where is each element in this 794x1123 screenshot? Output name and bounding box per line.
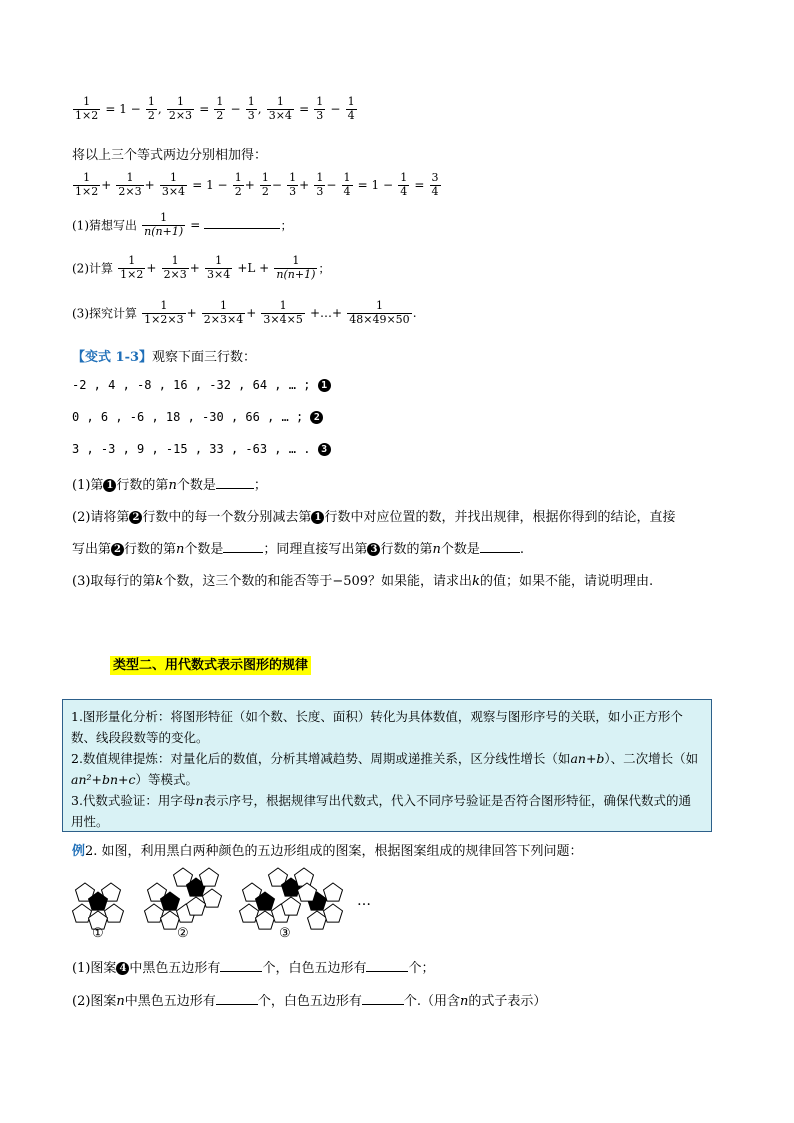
number-row-2: 0 , 6 , -6 , 18 , -30 , 66 , … ; 2 xyxy=(72,410,323,424)
answer-blank[interactable] xyxy=(216,488,254,489)
variant-question-2-line-1: (2)请将第 2 行数中的每一个数分别减去第 1 行数中对应位置的数，并找出规律，根据你得到的结论，直接 xyxy=(72,510,676,525)
variant-tag: 【变式 1-3】 xyxy=(72,350,153,365)
answer-blank[interactable] xyxy=(204,228,280,229)
section-title: 类型二、用代数式表示图形的规律 xyxy=(110,654,311,673)
fraction: $\frac{1}{2}$ xyxy=(216,95,224,122)
intro-equations: $\frac{1}{1\times 2}$ = 1 − $\frac{1}{2}$ , $\frac{1}{2\times 3}$ = $\frac{1}{2}$ − $\frac{1}{3}$ , $\frac{1}{3\times 4}$ = $\frac{1}{3}$ − $\frac{1}{4}$ xyxy=(75,95,355,122)
figure-3 xyxy=(240,868,343,929)
fraction: $\frac{1}{4}$ xyxy=(347,95,355,122)
white-pentagon xyxy=(308,911,327,929)
number-row-1: -2 , 4 , -8 , 16 , -32 , 64 , … ; 1 xyxy=(72,378,331,392)
question-2: (2)计算 $\frac{1}{1\times 2}$ + $\frac{1}{2\times 3}$ + $\frac{1}{3\times 4}$ +L + $\frac{1}{n(n+1)}$ ； xyxy=(72,254,331,281)
ellipsis: … xyxy=(357,893,371,909)
circled-number-1: 1 xyxy=(318,379,331,392)
variant-question-1: (1)第 1 行数的第n个数是 ； xyxy=(72,478,267,493)
white-pentagon xyxy=(295,868,314,886)
tips-box xyxy=(62,699,712,832)
answer-blank[interactable] xyxy=(216,1004,258,1005)
circled-number-3: 3 xyxy=(318,443,331,456)
fraction: $\frac{1}{2}$ xyxy=(147,95,155,122)
answer-blank[interactable] xyxy=(362,1004,404,1005)
example-question-2: (2)图案n中黑色五边形有 个，白色五边形有 个.（用含n的式子表示） xyxy=(72,994,547,1009)
variant-question-3: (3)取每行的第k个数，这三个数的和能否等于−509？如果能，请求出k的值；如果不能，请说明理由. xyxy=(72,574,654,589)
circled-number-2: 2 xyxy=(310,411,323,424)
white-pentagon xyxy=(324,883,343,901)
variant-heading: 【变式 1-3】观察下面三行数： xyxy=(72,350,257,365)
fraction: $\frac{1}{3}$ xyxy=(316,95,324,122)
tip-2: 2.数值规律提炼：对量化后的数值，分析其增减趋势、周期或递推关系，区分线性增长（如an+b）、二次增长（如an²+bn+c）等模式。 xyxy=(71,751,699,787)
fraction: $\frac{1}{3}$ xyxy=(247,95,255,122)
question-3: (3)探究计算 $\frac{1}{1\times 2\times 3}$ + $\frac{1}{2\times 3\times 4}$ + $\frac{1}{3\times 4\times 5}$ +…+ $\frac{1}{48\times 49\times 50}$ . xyxy=(72,299,417,326)
fraction: $\frac{1}{2\times 3}$ xyxy=(168,95,193,122)
white-pentagon xyxy=(256,911,275,929)
white-pentagon xyxy=(282,897,301,915)
question-1: (1)猜想写出 $\frac{1}{n(n+1)}$ = ； xyxy=(72,211,293,238)
figure-label-3: ③ xyxy=(279,926,291,941)
pentagon-figures xyxy=(68,866,388,946)
number-row-3: 3 , -3 , 9 , -15 , 33 , -63 , … . 3 xyxy=(72,442,331,456)
figure-1 xyxy=(73,883,124,929)
white-pentagon xyxy=(200,868,219,886)
white-pentagon xyxy=(187,897,206,915)
answer-blank[interactable] xyxy=(366,971,408,972)
add-statement: 将以上三个等式两边分别相加得： xyxy=(72,148,268,163)
fraction: $\frac{1}{1\times 2}$ xyxy=(75,95,99,122)
example-heading: 例2. 如图，利用黑白两种颜色的五边形组成的图案，根据图案组成的规律回答下列问题： xyxy=(72,844,583,859)
tip-3: 3.代数式验证：用字母n表示序号，根据规律写出代数式，代入不同序号验证是否符合图形特征，确保代数式的通用性。 xyxy=(71,793,692,829)
sum-equation: $\frac{1}{1\times 2}$ + $\frac{1}{2\times 3}$ + $\frac{1}{3\times 4}$ = 1 − $\frac{1}{2}$ + $\frac{1}{2}$ − $\frac{1}{3}$ + $\frac{1}{3}$ − $\frac{1}{4}$ = 1 − $\frac{1}{4}$ = $\frac{3}{4}$ xyxy=(75,171,439,198)
white-pentagon xyxy=(324,904,343,922)
fraction: $\frac{1}{3\times 4}$ xyxy=(268,95,292,122)
answer-blank[interactable] xyxy=(220,971,262,972)
example-question-1: (1)图案 4 中黑色五边形有 个，白色五边形有 个； xyxy=(72,961,435,976)
answer-blank[interactable] xyxy=(480,552,520,553)
variant-question-2-line-2: 写出第 2 行数的第n个数是 ；同理直接写出第 3 行数的第n个数是 . xyxy=(72,542,524,557)
figure-label-1: ① xyxy=(92,926,104,941)
figure-2 xyxy=(145,868,222,929)
answer-blank[interactable] xyxy=(223,552,263,553)
figure-label-2: ② xyxy=(177,926,189,941)
tip-1: 1.图形量化分析：将图形特征（如个数、长度、面积）转化为具体数值，观察与图形序号的关联，如小正方形个数、线段段数等的变化。 xyxy=(71,709,683,745)
